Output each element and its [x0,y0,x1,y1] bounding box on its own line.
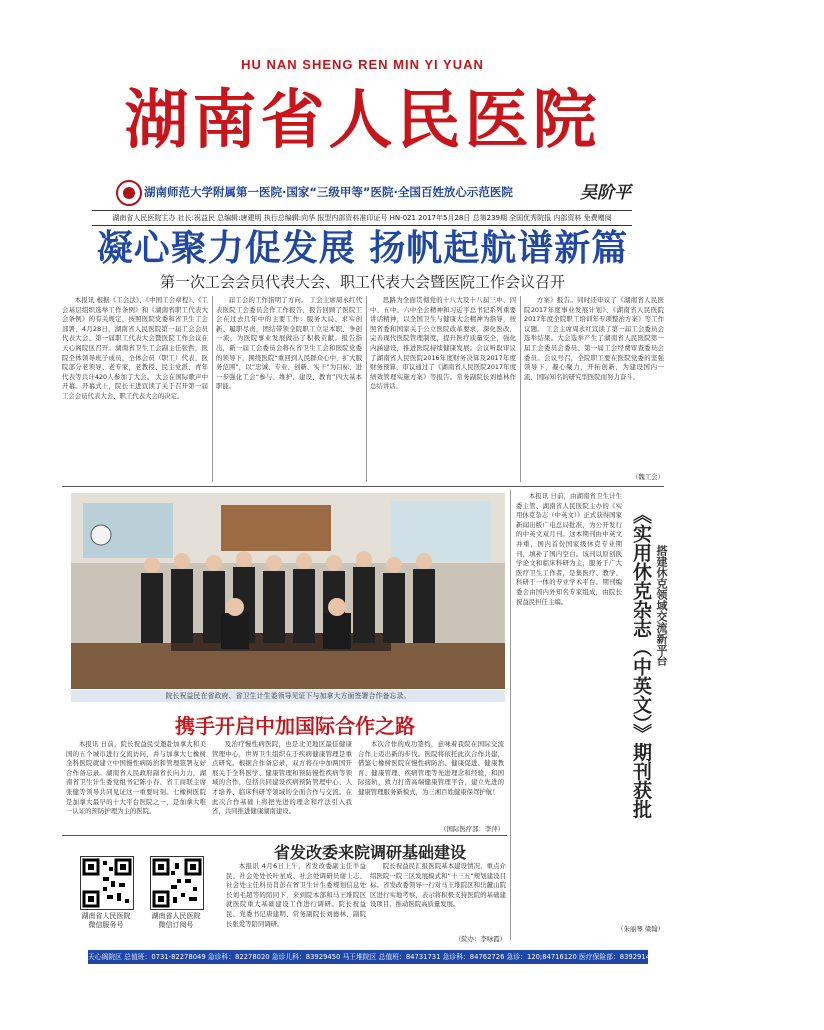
column-divider [366,296,367,482]
wechat-service-qr-icon [80,856,134,910]
signing-ceremony-photo [71,493,505,689]
masthead-signature: 吴阶平 [580,183,631,203]
qr-label-subscription: 湖南省人民医院 微信订阅号 [151,912,201,929]
masthead-subline: 湖南师范大学附属第一医院·国家“三级甲等”医院·全国百姓放心示范医院 [144,185,513,199]
hospital-logo-icon [116,180,142,206]
lead-column-3: 思路为全面贯彻党的十八大及十八届三中、四中、五中、六中全会精神和习近平总书记系列重要讲话精神，以全国卫生与健康大会精神为指导，按照省委和国家关于公立医院改革要求，深化医改，完善现代医院管理制度，提升医疗质量安全，强化内涵建设，推进医院持续健康发展。会议听取审议了湖南省人民医院2016年度财务决算及2017年度财务预算，审议通过了《湖南省人民医院2017年度绩效管理实施方案》等报告。常务副院长刘德林作总结讲话。 [370,296,516,391]
journal-story-body: 本报讯 日前，由湖南省卫生计生委主管、湖南省人民医院主办的《实用休克杂志（中英文）》正式获得国家新闻出版广电总局批准，为公开发行的中英文双月刊。这本期刊由中英文并重，国内首份国家级休克专业期刊，填补了国内空白。该刊以原创医学论文和临床科研为主，服务于广大医疗卫生工作者，是集医疗、教学、科研于一体的专业学术平台。期刊编委会由国内外知名专家组成，由院长祝益民担任主编。 [516,492,622,606]
qr-label-service: 湖南省人民医院 微信服务号 [81,912,131,929]
column-divider [510,490,511,940]
section-divider [62,486,664,487]
reform-column-2: 院长祝益民汇报医院基本建设情况，重点介绍医院一院三区发展模式和“十三五”规划建设目标。省发改委领导一行对马王堆院区和岳麓山院区进行实地考察，表示将积极支持医院的基础建设项目，推动医院高质量发展。 [370,862,506,909]
journal-headline: 《实用休克杂志（中英文）》期刊获批 [630,505,652,819]
wechat-subscription-qr-icon [150,856,204,910]
international-headline: 携手开启中加国际合作之路 [175,714,415,738]
column-divider [212,296,213,482]
lead-column-4: 方案》报告。同时还审议了《湖南省人民医院2017年度事业发展计划》、《湖南省人民医院2017年度全院职工培训年专项整治方案》等工作议题。 工会主席周永红宣读了第一届工会委员会选举结果。大会选举产生了湖南省人民医院第一届工会委员会委员、第一届工会经费审查委员会委员。会议号召，全院职工要在医院党委的坚强领导下，凝心聚力，开拓创新，为建设国内一流、国际知名的研究型医院而努力奋斗。 [524,296,664,381]
international-credit: （国际医疗部：李萍） [440,825,504,833]
lead-headline: 凝心聚力促发展 扬帆起航谱新篇 [96,228,629,269]
international-column-2: 及治疗慢性病医院，也是北美地区最佳健康管理中心，世界卫生组织在于疾病健康管理是重点研究。根据合作备忘录，双方将在中加两国开展关于全科医学、健康管理和预防慢性疾病等领域的合作，包括共同建设疾病预防管理中心、人才培养、临床科研等领域的全面合作与交流。在此次合作基础上将把先进的理念和疗法引入我省，共同推进健康湖南建设。 [212,740,352,816]
reform-column-1: 本报讯 4月6日上午，省发改委副主任羊益民、社会处处长叶星成、社会处调研员谢上志、社会处主任科员肖彭在省卫生计生委规划信息处长刘毛超等的陪同下，来到院本部和马王堆院区就医院重大基础建设工作进行调研。院长祝益民、党委书记唐建明、常务副院长刘德林、副院长张爱等陪同调研。 [226,862,366,928]
international-column-3: 本次合作的成功签约，意味着我院在国际交流合作上迈出新的步伐。医院将依托此次合作共建，借鉴七橡树医院在慢性病防治、健康促进、健康教育、健康管理、疾病管理等先进理念和经验，和国际接轨，致力打造高端健康管理平台，建立先进的健康管理服务新模式，为三湘百姓健康保驾护航！ [358,740,504,796]
lead-credit: （魏工会） [632,473,664,481]
contact-footer: 天心阁院区 总值班：0731-82278049 急诊科：82278020 急诊儿科：83929450 马王堆院区 总值班：84731731 急诊科：84762726 急诊：120;84716120 医疗保险部：83929142 社会服务部：83929071 24小时热线：15874256120 [88,950,648,964]
masthead-title: 湖南省人民医院 [124,83,601,158]
journal-credit: （朱丽琴 梁翰） [617,925,664,933]
photo-caption: 院长祝益民在省政府、省卫生计生委领导见证下与加拿大方面签署合作备忘录。 [71,690,505,702]
lead-column-2: 届工会的工作指明了方向。 工会主席周永红代表医院工会委员会作工作报告，报告回顾了医院工会在过去几年中的主要工作：服务大局、求实创新、履职尽责，团结带领全院职工立足本职、争创一流，为医院事业发展做出了积极贡献。报告指出，新一届工会委员会将在省卫生工会和医院党委的领导下，围绕医院“重回到人民群众心中，扩大服务范围”，以“忠诚、专业、创新、实干”为目标，进一步强化工会“参与、维护、建设、教育”四大基本职能。 [216,296,362,391]
reform-credit: （院办：李咏霞） [454,935,506,943]
lead-subheadline: 第一次工会会员代表大会、职工代表大会暨医院工作会议召开 [159,273,565,291]
section-divider [62,835,507,836]
reform-headline: 省发改委来院调研基础建设 [273,843,466,862]
issue-info-bar: 湖南省人民医院主办 社长:祝益民 总编辑:唐建明 执行总编辑:向华 报型内部资料准印证号 HN-021 2017年5月28日 总第239期 全国优秀院报 内部资料 免费赠阅 [92,210,632,226]
international-column-1: 本报讯 日前，院长祝益民受邀赴加拿大和美国的五个城市进行交流访问，并与加拿大七橡树全科医院就建立中国慢性病防治和管理签署友好合作备忘录。湖南省人民政府副省长向力力，湖南省卫生计生委党组书记陈小春、省工商联主席张健等领导共同见证这一重要时刻。七橡树医院是加拿大最早的十大平台医院之一，是加拿大唯一认证的预防护理为主的医院。 [66,740,206,816]
masthead-pinyin: HU NAN SHENG REN MIN YI YUAN [241,57,484,72]
journal-subheadline: 搭建休克领域交流新平台 [655,545,668,666]
lead-column-1: 本报讯 根据《工会法》、《中国工会章程》、《工会基层组织选举工作条例》和《湖南省职工代表大会条例》的有关规定，按照医院党委和省卫生工会部署，4月28日，湖南省人民医院第一届工会会员代表大会、第一届职工代表大会暨医院工作会议在天心阁院区召开。湖南省卫生工会副主任张哲，医院全体领导班子成员，全体会员（职工）代表，医院部分老领导、老专家，老教授、民主党派、青年代表等共计420人参加了大会。 大会在国际歌声中开幕。开幕式上，院长王进宣读了关于召开第一届工会会员代表大会、职工代表大会的决定。 [62,296,208,400]
column-divider [520,296,521,482]
